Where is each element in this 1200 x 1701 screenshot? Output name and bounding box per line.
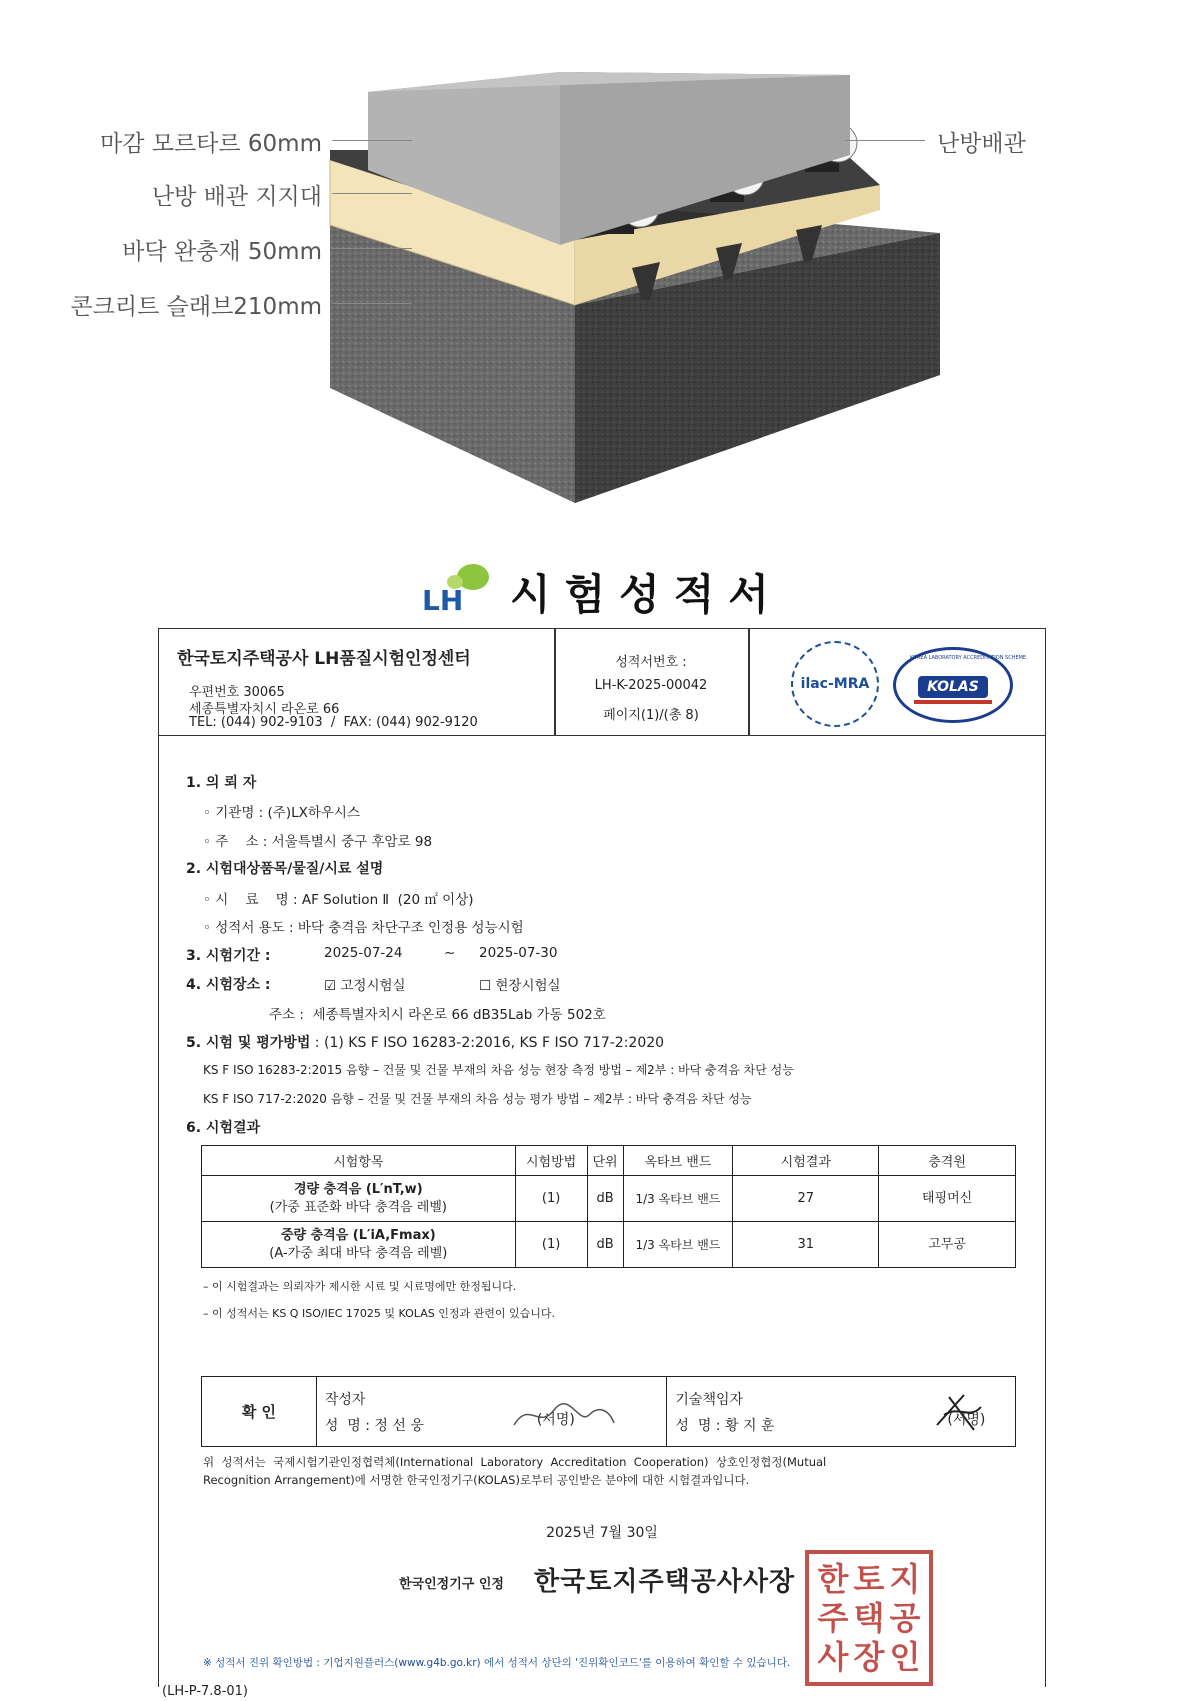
result-cell: 27 xyxy=(733,1176,879,1222)
org-name: 한국토지주택공사 LH품질시험인정센터 xyxy=(177,649,471,669)
page-indicator: 페이지(1)/(총 8) xyxy=(603,708,699,723)
field-lab-checkbox: ☐ 현장시험실 xyxy=(479,978,561,994)
tech-signature-scribble xyxy=(929,1385,989,1437)
kolas-badge-text: KOLAS xyxy=(927,679,979,695)
ilac-mra-logo xyxy=(791,641,879,727)
result-cell: 31 xyxy=(733,1222,879,1268)
certificate-form xyxy=(158,628,1046,1687)
band-cell: 1/3 옥타브 밴드 xyxy=(623,1176,733,1222)
org-address: 세종특별자치시 라온로 66 xyxy=(189,702,340,717)
section-5-standards: : (1) KS F ISO 16283-2:2016, KS F ISO 717-2:2020 xyxy=(310,1035,665,1051)
results-header-row xyxy=(202,1146,1016,1176)
form-code: (LH-P-7.8-01) xyxy=(162,1684,249,1699)
signature-table xyxy=(201,1376,1016,1447)
test-start-date: 2025-07-24 xyxy=(324,945,403,961)
leader-slab xyxy=(332,303,412,304)
result-note-1: – 이 시험결과는 의뢰자가 제시한 시료 및 시료명에만 한정됩니다. xyxy=(203,1280,517,1293)
label-slab: 콘크리트 슬래브210mm xyxy=(70,294,322,320)
author-signature: (서명) xyxy=(536,1412,575,1428)
org-postal: 우편번호 30065 xyxy=(189,685,285,700)
verification-notice: ※ 성적서 진위 확인방법 : 기업지원플러스(www.g4b.go.kr) 에서 성적서 상단의 '진위확인코드'를 이용하여 확인할 수 있습니다. xyxy=(203,1657,791,1669)
source-cell: 고무공 xyxy=(879,1222,1016,1268)
band-cell: 1/3 옥타브 밴드 xyxy=(623,1222,733,1268)
org-tel-fax: TEL: (044) 902-9103 / FAX: (044) 902-9120 xyxy=(189,715,478,730)
label-pipe: 난방배관 xyxy=(937,131,1026,157)
col-test-item: 시험항목 xyxy=(202,1146,516,1176)
lh-logo-text: LH xyxy=(422,584,464,617)
issue-date: 2025년 7월 30일 xyxy=(546,1525,658,1541)
leader-pipe xyxy=(845,140,925,141)
title-text: 시험성적서 xyxy=(510,570,783,619)
test-item-desc: (A-가중 최대 바닥 충격음 레벨) xyxy=(269,1245,448,1261)
table-row xyxy=(202,1176,1016,1222)
author-signature-scribble xyxy=(509,1395,619,1435)
method-line-1: KS F ISO 16283-2:2015 음향 – 건물 및 건물 부재의 차음 성능 현장 측정 방법 – 제2부 : 바닥 충격음 차단 성능 xyxy=(203,1063,794,1077)
label-cushion: 바닥 완충재 50mm xyxy=(122,239,322,265)
table-row xyxy=(202,1222,1016,1268)
test-period-tilde: ~ xyxy=(444,945,456,961)
official-seal-stamp: 한 토 지 주 택 공 사 장 인 xyxy=(805,1550,933,1686)
unit-cell: dB xyxy=(587,1176,623,1222)
section-3-title: 3. 시험기간 : xyxy=(186,948,271,964)
accreditation-label: 한국인정기구 인정 xyxy=(399,1577,504,1592)
section-2-title: 2. 시험대상품목/물질/시료 설명 xyxy=(186,861,384,877)
section-5-label: 5. 시험 및 평가방법 xyxy=(186,1035,311,1051)
tech-manager-title: 기술책임자 xyxy=(675,1391,744,1408)
col-impact-source: 충격원 xyxy=(879,1146,1016,1176)
kolas-logo xyxy=(893,647,1027,723)
report-usage: ◦ 성적서 용도 : 바닥 충격음 차단구조 인정용 성능시험 xyxy=(203,920,524,936)
tech-manager-signature: (서명) xyxy=(947,1412,986,1428)
test-end-date: 2025-07-30 xyxy=(479,945,558,961)
client-address: ◦ 주 소 : 서울특별시 중구 후암로 98 xyxy=(203,834,433,850)
kolas-badge xyxy=(918,676,988,698)
section-4-title: 4. 시험장소 : xyxy=(186,977,271,993)
results-table xyxy=(201,1145,1016,1268)
test-item-name: 경량 충격음 (L′nT,w) xyxy=(293,1181,423,1197)
author-name: 성 명 : 정 선 웅 xyxy=(324,1417,424,1434)
client-org: ◦ 기관명 : (주)LX하우시스 xyxy=(203,805,361,821)
report-no-label: 성적서번호 : xyxy=(615,655,687,670)
president-name: 한국토지주택공사사장 xyxy=(534,1567,796,1597)
source-cell: 태핑머신 xyxy=(879,1176,1016,1222)
col-result: 시험결과 xyxy=(733,1146,879,1176)
test-item-cell xyxy=(202,1222,516,1268)
leader-cushion xyxy=(332,248,412,249)
section-6-title: 6. 시험결과 xyxy=(186,1120,261,1136)
unit-cell: dB xyxy=(587,1222,623,1268)
col-octave-band: 옥타브 밴드 xyxy=(623,1146,733,1176)
section-1-title: 1. 의 뢰 자 xyxy=(186,775,257,791)
certificate-header xyxy=(159,629,1045,736)
tech-manager-cell xyxy=(667,1377,1016,1447)
author-title: 작성자 xyxy=(324,1391,366,1408)
report-no: LH-K-2025-00042 xyxy=(594,678,708,693)
accreditation-statement-1: 위 성적서는 국제시험기관인정협력체(International Laboratory Accreditation Cooperation) 상호인정협정(Mutual xyxy=(203,1455,827,1469)
test-site-address: 주소 : 세종특별자치시 라온로 66 dB35Lab 가동 502호 xyxy=(269,1007,606,1023)
ilac-logo-text: ilac-MRA xyxy=(800,676,870,692)
method-cell: (1) xyxy=(515,1222,587,1268)
leader-mortar xyxy=(332,140,412,141)
col-method: 시험방법 xyxy=(515,1146,587,1176)
method-cell: (1) xyxy=(515,1176,587,1222)
label-mortar: 마감 모르타르 60mm xyxy=(99,131,322,157)
test-item-name: 중량 충격음 (L′iA,Fmax) xyxy=(280,1227,436,1243)
fixed-lab-checkbox: ☑ 고정시험실 xyxy=(324,978,406,994)
kolas-ring-text: KOREA LABORATORY ACCREDITATION SCHEME xyxy=(910,655,1027,661)
col-unit: 단위 xyxy=(587,1146,623,1176)
test-item-desc: (가중 표준화 바닥 충격음 레벨) xyxy=(269,1199,447,1215)
result-note-2: – 이 성적서는 KS Q ISO/IEC 17025 및 KOLAS 인정과 관련이 있습니다. xyxy=(203,1307,555,1320)
lh-logo xyxy=(418,560,500,620)
report-title xyxy=(418,560,818,620)
tech-manager-name: 성 명 : 황 지 훈 xyxy=(675,1417,775,1434)
accreditation-statement-2: Recognition Arrangement)에 서명한 한국인정기구(KOLAS)로부터 공인받은 분야에 대한 시험결과입니다. xyxy=(203,1473,750,1487)
test-item-cell xyxy=(202,1176,516,1222)
author-cell xyxy=(316,1377,667,1447)
leader-support xyxy=(332,193,412,194)
confirm-cell: 확 인 xyxy=(202,1377,317,1447)
sample-name: ◦ 시 료 명 : AF Solution Ⅱ (20 ㎡ 이상) xyxy=(203,892,474,908)
floor-structure-diagram xyxy=(0,0,1200,520)
section-5-title xyxy=(186,1032,664,1052)
label-support: 난방 배관 지지대 xyxy=(151,184,322,210)
method-line-2: KS F ISO 717-2:2020 음향 – 건물 및 건물 부재의 차음 성능 평가 방법 – 제2부 : 바닥 충격음 차단 성능 xyxy=(203,1092,752,1106)
